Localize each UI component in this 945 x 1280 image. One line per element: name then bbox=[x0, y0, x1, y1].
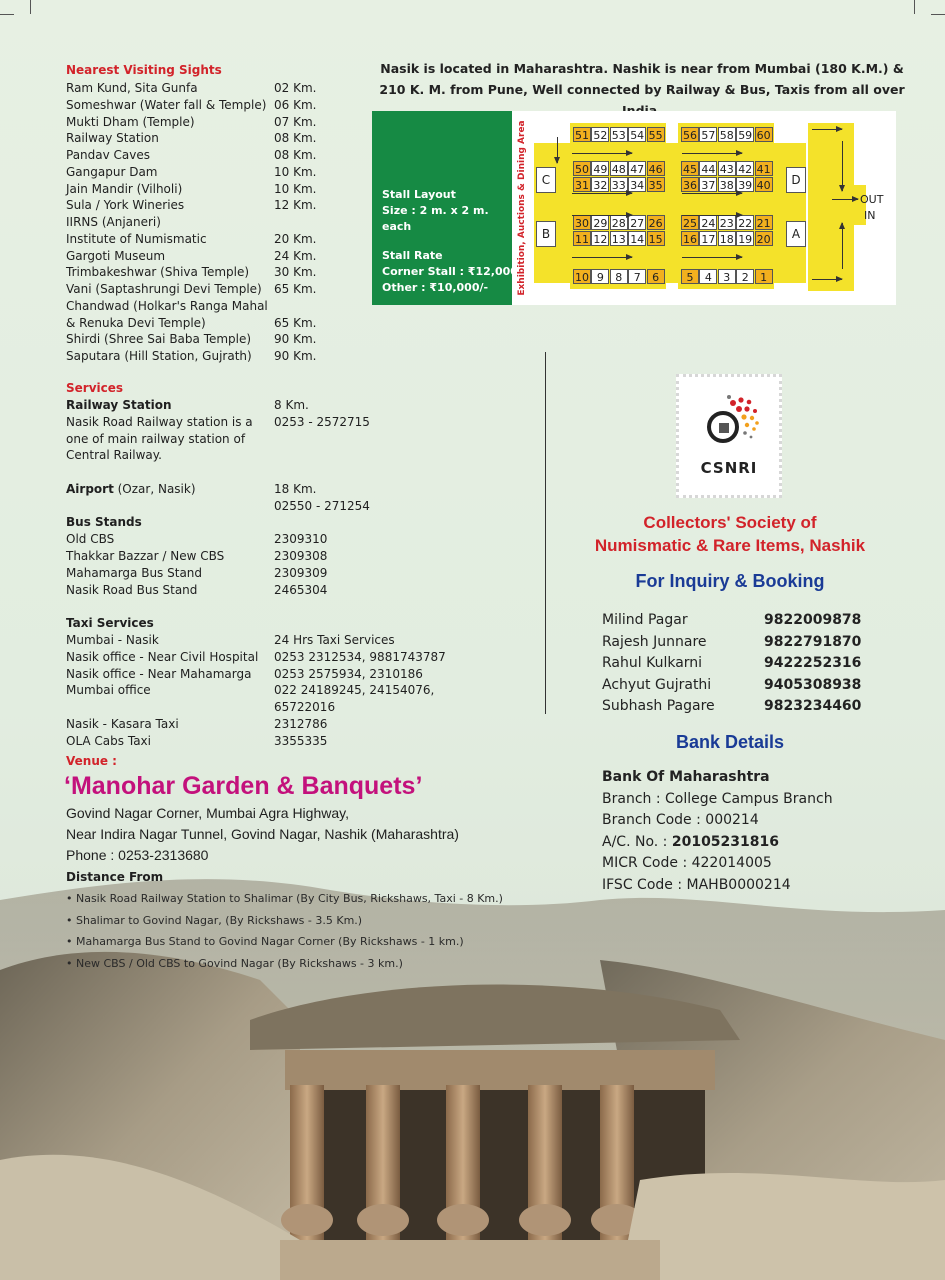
sight-row-value: 10 Km. bbox=[274, 181, 317, 196]
taxi-row bbox=[66, 666, 423, 683]
logo-text: CSNRI bbox=[700, 459, 758, 477]
bus-row-value: 2309308 bbox=[274, 549, 328, 563]
venue-address-1: Govind Nagar Corner, Mumbai Agra Highway, bbox=[66, 805, 349, 821]
stall-cell: 17 bbox=[701, 233, 716, 246]
sight-row-value: 12 Km. bbox=[274, 198, 317, 213]
stall-rate-title: Stall Rate bbox=[382, 249, 443, 262]
contact-row bbox=[602, 655, 902, 676]
railway-desc: one of main railway station of bbox=[66, 432, 246, 446]
taxi-row-label: Nasik office - Near Civil Hospital bbox=[66, 649, 259, 664]
inquiry-title: For Inquiry & Booking bbox=[635, 571, 825, 591]
stall-cell: 45 bbox=[683, 163, 697, 176]
sight-row-label: Gargoti Museum bbox=[66, 248, 166, 263]
taxi-row bbox=[66, 632, 395, 649]
contact-phone: 9822791870 bbox=[764, 633, 862, 650]
venue-address-2: Near Indira Nagar Tunnel, Govind Nagar, Nashik (Maharashtra) bbox=[66, 826, 459, 842]
stall-cell: 54 bbox=[630, 129, 645, 142]
stall-cell: 38 bbox=[719, 179, 734, 192]
stall-cell: 3 bbox=[718, 269, 736, 284]
sight-row bbox=[66, 264, 386, 281]
stall-cell: 10 bbox=[575, 271, 589, 284]
railway-desc-row bbox=[66, 431, 386, 448]
bus-row-value: 2309309 bbox=[274, 566, 328, 580]
bank-micr: MICR Code : 422014005 bbox=[602, 855, 772, 871]
stall-cell: 40 bbox=[756, 179, 771, 192]
crop-mark bbox=[931, 14, 945, 15]
stall-cell: 50 bbox=[575, 163, 589, 176]
csnri-logo bbox=[676, 374, 782, 498]
sight-row bbox=[66, 348, 386, 365]
sight-row-label: Gangapur Dam bbox=[66, 164, 158, 179]
railway-dist: 8 Km. bbox=[274, 398, 309, 412]
flow-arrow bbox=[682, 153, 742, 154]
sight-row bbox=[66, 181, 386, 198]
stall-cell: 25 bbox=[683, 217, 697, 230]
stall-cell: 15 bbox=[648, 233, 663, 246]
stall-cell: 26 bbox=[648, 217, 663, 230]
taxi-row-value: 65722016 bbox=[274, 700, 336, 715]
sight-row bbox=[66, 298, 386, 315]
sight-row-value: 20 Km. bbox=[274, 231, 317, 246]
bus-row-label: Nasik Road Bus Stand bbox=[66, 583, 198, 597]
stall-cell: 20 bbox=[756, 233, 771, 246]
sight-row-label: & Renuka Devi Temple) bbox=[66, 315, 206, 330]
sight-row-value: 65 Km. bbox=[274, 282, 317, 296]
taxi-row bbox=[66, 733, 386, 750]
coin-logo-icon bbox=[699, 387, 765, 453]
railway-desc-row bbox=[66, 447, 386, 464]
sight-row-label: Mukti Dham (Temple) bbox=[66, 114, 195, 129]
stall-cell: 7 bbox=[628, 269, 646, 284]
stall-cell: 47 bbox=[630, 163, 645, 176]
taxi-row-value: 0253 2575934, 2310186 bbox=[274, 666, 423, 681]
sight-row bbox=[66, 97, 386, 114]
bank-name: Bank Of Maharashtra bbox=[602, 769, 770, 785]
stall-cell: 9 bbox=[591, 269, 609, 284]
exhibition-area-label: Exhibition, Auctions & Dining Area bbox=[517, 120, 527, 296]
org-name-line-1: Collectors' Society of bbox=[643, 513, 817, 532]
contact-row bbox=[602, 634, 902, 655]
sight-row-value: 10 Km. bbox=[274, 164, 317, 179]
railway-desc-row bbox=[66, 414, 386, 431]
taxi-row-value: 0253 2312534, 9881743787 bbox=[274, 649, 446, 664]
block-a: A bbox=[786, 221, 806, 247]
sight-row bbox=[66, 114, 386, 131]
distance-item: • Nasik Road Railway Station to Shalimar (By City Bus, Rickshaws, Taxi - 8 Km.) bbox=[66, 892, 503, 905]
contact-row bbox=[602, 612, 902, 633]
sight-row-value: 08 Km. bbox=[274, 148, 317, 162]
taxi-row bbox=[66, 699, 386, 716]
distance-title: Distance From bbox=[66, 870, 164, 884]
flow-arrow bbox=[572, 215, 632, 216]
sight-row-label: Sula / York Wineries bbox=[66, 198, 185, 213]
block-b: B bbox=[536, 221, 556, 247]
taxi-heading-row bbox=[66, 615, 386, 632]
sight-row-label: Chandwad (Holkar's Ranga Mahal bbox=[66, 298, 268, 313]
sight-row bbox=[66, 164, 386, 181]
taxi-row bbox=[66, 716, 386, 733]
sight-row-label: Institute of Numismatic bbox=[66, 231, 207, 246]
stall-cell: 13 bbox=[611, 233, 626, 246]
other-stall-rate: Other : ₹10,000/- bbox=[382, 281, 489, 294]
airport-dist: 18 Km. bbox=[274, 482, 317, 496]
stall-cell: 52 bbox=[593, 129, 608, 142]
stall-cell: 57 bbox=[701, 129, 716, 142]
railway-heading-row bbox=[66, 397, 386, 414]
airport-heading: Airport bbox=[66, 482, 114, 496]
stall-cell: 49 bbox=[593, 163, 608, 176]
bus-heading-row bbox=[66, 514, 386, 531]
sight-row-label: IIRNS (Anjaneri) bbox=[66, 215, 161, 229]
bus-row-label: Old CBS bbox=[66, 532, 115, 546]
flow-arrow bbox=[572, 153, 632, 154]
contact-phone: 9822009878 bbox=[764, 612, 862, 628]
stall-cell: 5 bbox=[681, 269, 699, 284]
taxi-row-label: Mumbai - Nasik bbox=[66, 633, 159, 647]
contact-name: Achyut Gujrathi bbox=[602, 676, 712, 693]
distance-item: • Mahamarga Bus Stand to Govind Nagar Corner (By Rickshaws - 1 km.) bbox=[66, 935, 464, 949]
stall-cell: 53 bbox=[611, 129, 626, 142]
stall-cell: 12 bbox=[593, 233, 608, 246]
sight-row-value: 24 Km. bbox=[274, 248, 317, 263]
sight-row-label: Shirdi (Shree Sai Baba Temple) bbox=[66, 332, 252, 347]
sight-row bbox=[66, 331, 386, 348]
flow-arrow bbox=[812, 279, 842, 280]
block-c: C bbox=[536, 167, 556, 193]
flow-arrow bbox=[682, 193, 742, 194]
sight-row bbox=[66, 80, 386, 97]
exit-label: OUT bbox=[860, 193, 884, 206]
sight-row-label: Pandav Caves bbox=[66, 148, 151, 162]
stall-cell: 41 bbox=[756, 163, 771, 176]
flow-arrow bbox=[842, 141, 843, 191]
airport-phone: 02550 - 271254 bbox=[274, 499, 370, 513]
sight-row-value: 65 Km. bbox=[274, 315, 317, 330]
bank-account bbox=[602, 834, 779, 850]
sight-row-label: Saputara (Hill Station, Gujrath) bbox=[66, 349, 252, 363]
bank-branch-code: Branch Code : 000214 bbox=[602, 812, 759, 828]
sight-row-value: 08 Km. bbox=[274, 131, 317, 146]
contact-name: Subhash Pagare bbox=[602, 698, 715, 715]
bank-title: Bank Details bbox=[675, 732, 785, 752]
stall-cell: 34 bbox=[630, 179, 645, 192]
stall-cell: 28 bbox=[611, 217, 626, 230]
stall-cell: 55 bbox=[648, 129, 663, 142]
stall-cell: 6 bbox=[647, 269, 665, 284]
bus-row bbox=[66, 531, 386, 548]
org-name-line-2: Numismatic & Rare Items, Nashik bbox=[594, 536, 866, 555]
stall-cell: 19 bbox=[738, 233, 753, 246]
railway-desc: Nasik Road Railway station is a bbox=[66, 415, 253, 429]
stall-cell: 36 bbox=[683, 179, 697, 192]
sight-row-value: 30 Km. bbox=[274, 265, 317, 280]
corner-stall-rate: Corner Stall : ₹12,000/- bbox=[382, 265, 527, 278]
sight-row-value: 02 Km. bbox=[274, 81, 317, 95]
account-label: A/C. No. : bbox=[602, 834, 672, 850]
stall-cell: 32 bbox=[593, 179, 608, 192]
distance-item: • New CBS / Old CBS to Govind Nagar (By Rickshaws - 3 km.) bbox=[66, 956, 403, 970]
bus-row bbox=[66, 565, 386, 582]
sight-row-value: 90 Km. bbox=[274, 332, 317, 347]
flow-arrow bbox=[557, 137, 558, 163]
sight-row-value: 07 Km. bbox=[274, 114, 317, 129]
railway-phone: 0253 - 2572715 bbox=[274, 415, 370, 429]
stall-cell: 56 bbox=[683, 129, 697, 142]
contact-phone: 9422252316 bbox=[764, 655, 862, 672]
bus-row-label: Thakkar Bazzar / New CBS bbox=[66, 549, 225, 563]
bus-row bbox=[66, 582, 386, 599]
airport-phone-row bbox=[66, 498, 386, 515]
stall-cell: 24 bbox=[701, 217, 716, 230]
sight-row bbox=[66, 315, 386, 332]
stall-layout-label: Stall Layout bbox=[382, 188, 456, 201]
stall-cell: 11 bbox=[575, 233, 589, 246]
stall-cell: 44 bbox=[701, 163, 716, 176]
stall-cell: 14 bbox=[630, 233, 645, 246]
stall-cell: 33 bbox=[611, 179, 626, 192]
stall-cell: 58 bbox=[719, 129, 734, 142]
sight-row bbox=[66, 281, 386, 298]
distance-item: • Shalimar to Govind Nagar, (By Rickshaws - 3.5 Km.) bbox=[66, 913, 363, 927]
stall-cell: 60 bbox=[756, 129, 771, 142]
stall-cell: 4 bbox=[699, 269, 717, 284]
flow-arrow bbox=[682, 215, 742, 216]
taxi-heading: Taxi Services bbox=[66, 616, 154, 630]
sight-row-value: 06 Km. bbox=[274, 97, 317, 112]
stall-size-label: Size : 2 m. x 2 m. bbox=[382, 204, 489, 217]
sight-row-label: Ram Kund, Sita Gunfa bbox=[66, 81, 198, 95]
stall-cell: 42 bbox=[738, 163, 753, 176]
intro-line-2: 210 K. M. from Pune, Well connected by Railway & Bus, Taxis from all over bbox=[379, 82, 905, 97]
taxi-row-label: Nasik - Kasara Taxi bbox=[66, 717, 179, 731]
stall-cell: 22 bbox=[738, 217, 753, 230]
bus-row-value: 2309310 bbox=[274, 532, 328, 546]
taxi-row bbox=[66, 682, 435, 699]
airport-label bbox=[66, 481, 196, 498]
taxi-row bbox=[66, 649, 446, 666]
sight-row bbox=[66, 231, 386, 248]
taxi-row-value: 022 24189245, 24154076, bbox=[274, 683, 435, 698]
sight-row-label: Vani (Saptashrungi Devi Temple) bbox=[66, 282, 262, 296]
stall-cell: 59 bbox=[738, 129, 753, 142]
contact-name: Rajesh Junnare bbox=[602, 633, 707, 650]
taxi-row-value: 24 Hrs Taxi Services bbox=[274, 633, 395, 647]
airport-row bbox=[66, 481, 386, 498]
railway-heading: Railway Station bbox=[66, 398, 172, 412]
stall-cell: 8 bbox=[610, 269, 628, 284]
contact-phone: 9823234460 bbox=[764, 698, 862, 715]
taxi-row-value: 2312786 bbox=[274, 717, 328, 731]
contact-name: Rahul Kulkarni bbox=[602, 655, 703, 672]
venue-phone: Phone : 0253-2313680 bbox=[66, 847, 209, 863]
railway-desc: Central Railway. bbox=[66, 448, 162, 462]
intro-line-1: Nasik is located in Maharashtra. Nashik is near from Mumbai (180 K.M.) & bbox=[380, 61, 904, 76]
account-number: 20105231816 bbox=[671, 834, 779, 850]
sight-row-value: 90 Km. bbox=[274, 349, 317, 363]
stall-cell: 2 bbox=[736, 269, 754, 284]
sight-row-label: Jain Mandir (Vilholi) bbox=[66, 181, 183, 196]
sight-row-label: Railway Station bbox=[66, 131, 159, 146]
contact-row bbox=[602, 698, 902, 719]
flow-arrow bbox=[842, 223, 843, 269]
stall-size-each: each bbox=[382, 220, 412, 233]
stall-cell: 30 bbox=[575, 217, 589, 230]
exit-arrow bbox=[832, 199, 858, 200]
contact-name: Milind Pagar bbox=[602, 612, 688, 628]
sight-row bbox=[66, 248, 386, 265]
stall-cell: 37 bbox=[701, 179, 716, 192]
stall-cell: 35 bbox=[648, 179, 663, 192]
sight-row bbox=[66, 197, 386, 214]
crop-mark bbox=[30, 0, 31, 14]
stall-cell: 16 bbox=[683, 233, 697, 246]
stall-cell: 46 bbox=[648, 163, 663, 176]
sight-row-label: Someshwar (Water fall & Temple) bbox=[66, 97, 267, 112]
stall-cell: 27 bbox=[630, 217, 645, 230]
crop-mark bbox=[0, 14, 14, 15]
column-divider bbox=[545, 352, 546, 714]
stall-cell: 51 bbox=[575, 129, 589, 142]
sight-row bbox=[66, 130, 386, 147]
bus-row bbox=[66, 548, 386, 565]
venue-label: Venue : bbox=[66, 754, 117, 768]
stall-cell: 21 bbox=[756, 217, 771, 230]
flow-arrow bbox=[682, 257, 742, 258]
corridor-area bbox=[808, 123, 854, 291]
taxi-row-value: 3355335 bbox=[274, 733, 328, 748]
flow-arrow bbox=[812, 129, 842, 130]
sight-row bbox=[66, 147, 386, 164]
stall-cell: 43 bbox=[719, 163, 734, 176]
stall-cell: 31 bbox=[575, 179, 589, 192]
taxi-row-label: OLA Cabs Taxi bbox=[66, 733, 151, 748]
taxi-row-label: Mumbai office bbox=[66, 683, 151, 698]
bank-branch: Branch : College Campus Branch bbox=[602, 791, 833, 807]
stall-cell: 18 bbox=[719, 233, 734, 246]
venue-name: ‘Manohar Garden & Banquets’ bbox=[64, 772, 423, 800]
taxi-row-label: Nasik office - Near Mahamarga bbox=[66, 666, 252, 681]
bank-ifsc: IFSC Code : MAHB0000214 bbox=[602, 877, 791, 893]
flow-arrow bbox=[572, 193, 632, 194]
stall-cell: 23 bbox=[719, 217, 734, 230]
stall-cell: 29 bbox=[593, 217, 608, 230]
contact-row bbox=[602, 677, 902, 698]
entry-label: IN bbox=[864, 209, 876, 222]
block-d: D bbox=[786, 167, 806, 193]
stall-cell: 39 bbox=[738, 179, 753, 192]
sights-title: Nearest Visiting Sights bbox=[66, 63, 222, 77]
stall-cell: 1 bbox=[755, 269, 773, 284]
contact-phone: 9405308938 bbox=[764, 676, 862, 693]
services-title: Services bbox=[66, 381, 124, 395]
bus-row-value: 2465304 bbox=[274, 583, 328, 597]
crop-mark bbox=[914, 0, 915, 14]
sight-row-label: Trimbakeshwar (Shiva Temple) bbox=[66, 265, 250, 280]
stall-layout bbox=[372, 111, 896, 305]
flow-arrow bbox=[572, 257, 632, 258]
airport-suffix: (Ozar, Nasik) bbox=[113, 482, 196, 496]
bus-heading: Bus Stands bbox=[66, 515, 142, 529]
sight-row bbox=[66, 214, 386, 231]
bus-row-label: Mahamarga Bus Stand bbox=[66, 566, 203, 580]
stall-cell: 48 bbox=[611, 163, 626, 176]
